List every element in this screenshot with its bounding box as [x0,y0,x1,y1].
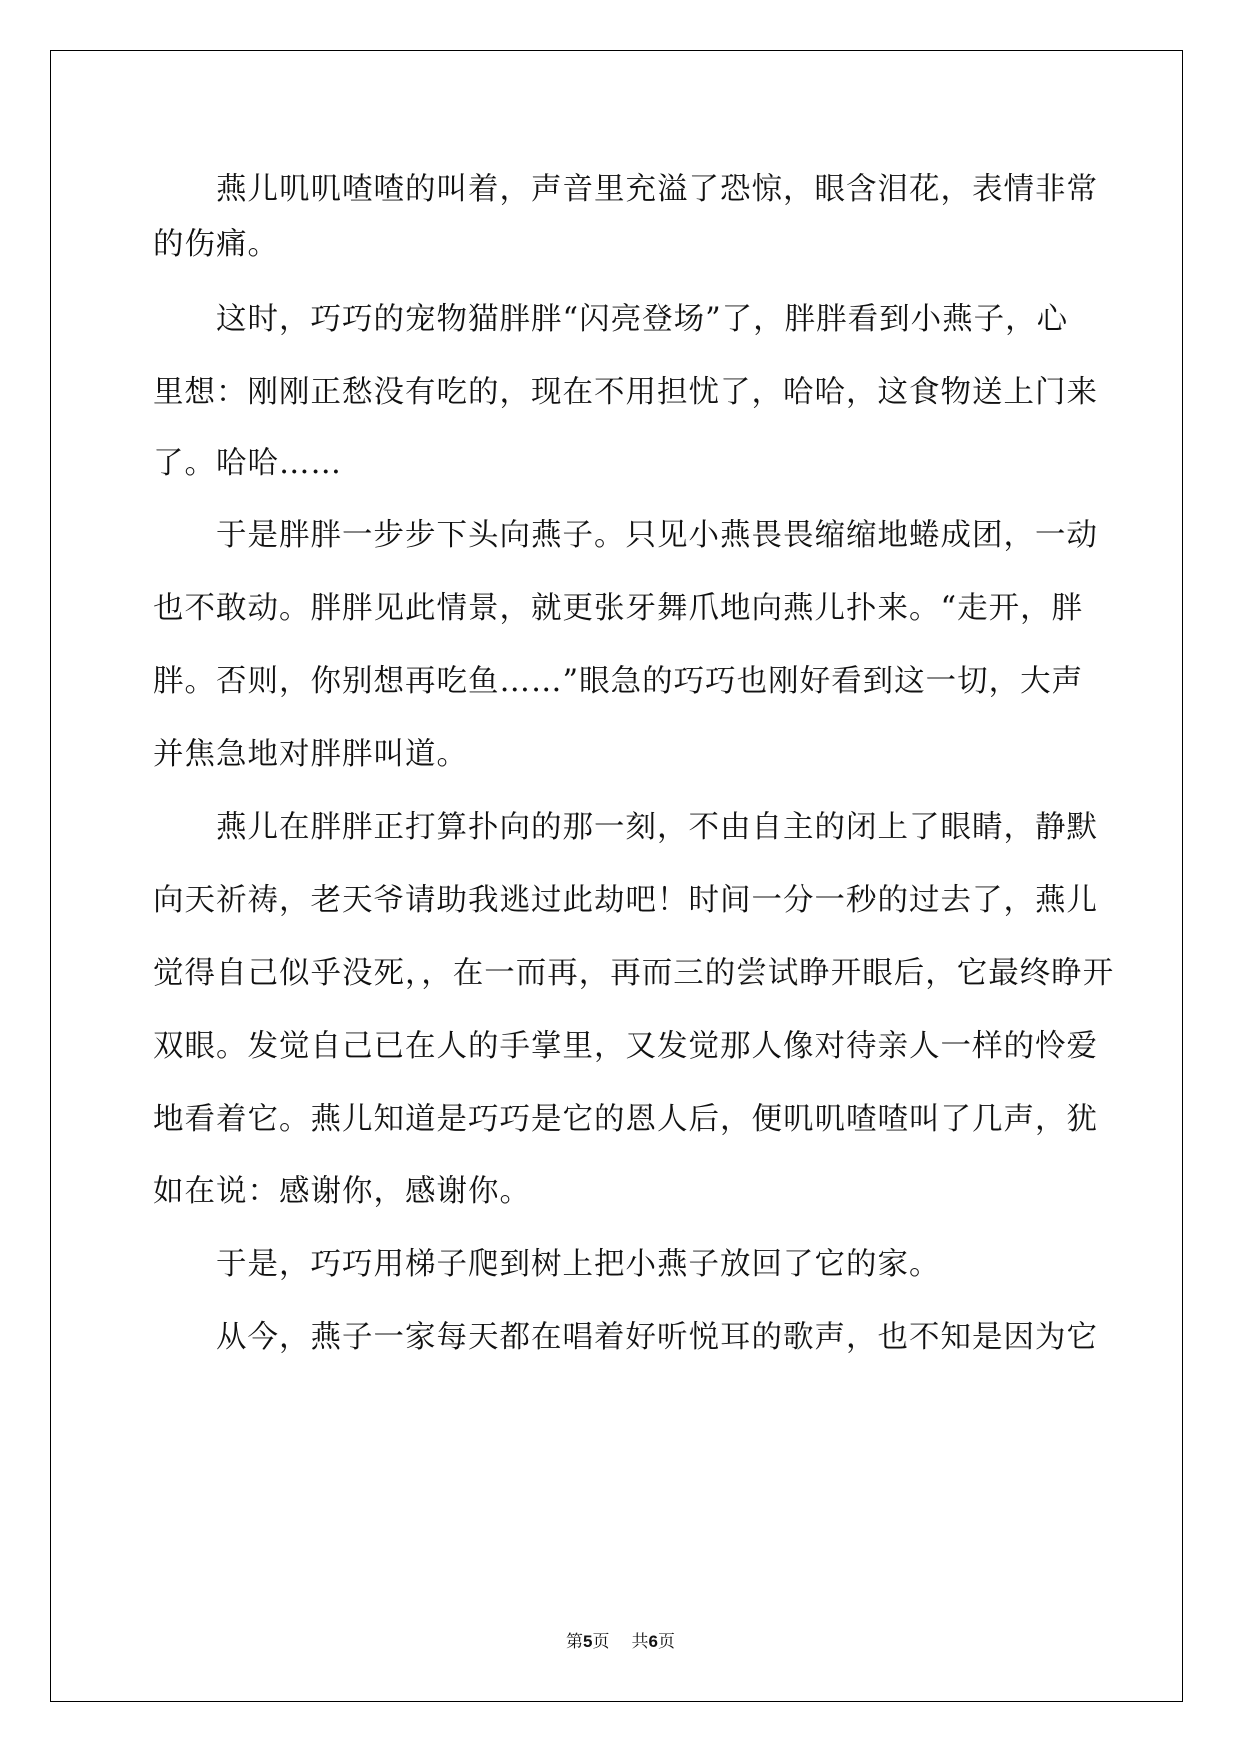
text-line: 如在说：感谢你，感谢你。 [153,1174,531,1209]
page-border [50,50,1183,1702]
page-prefix: 第 [566,1632,584,1652]
text-line: 胖。否则，你别想再吃鱼……”眼急的巧巧也刚好看到这一切，大声 [153,664,1084,699]
text-line: 并焦急地对胖胖叫道。 [153,737,468,772]
page-footer [0,1627,1241,1652]
text-line: 觉得自己似乎没死，，在一而再，再而三的尝试睁开眼后，它最终睁开 [153,956,1115,991]
page-current: 5 [583,1632,593,1651]
text-line: 于是胖胖一步步下头向燕子。只见小燕畏畏缩缩地蜷成团，一动 [153,518,1098,553]
text-line: 也不敢动。胖胖见此情景，就更张牙舞爪地向燕儿扑来。“走开，胖 [153,591,1084,626]
text-line: 里想：刚刚正愁没有吃的，现在不用担忧了，哈哈，这食物送上门来 [153,375,1098,410]
text-line: 燕儿在胖胖正打算扑向的那一刻，不由自主的闭上了眼睛，静默 [153,810,1098,845]
text-line: 双眼。发觉自己已在人的手掌里，又发觉那人像对待亲人一样的怜爱 [153,1029,1098,1064]
text-line: 地看着它。燕儿知道是巧巧是它的恩人后，便叽叽喳喳叫了几声，犹 [153,1102,1098,1137]
text-line: 了。哈哈…… [153,446,342,481]
page-unit: 页 [592,1632,610,1652]
text-line: 燕儿叽叽喳喳的叫着，声音里充溢了恐惊，眼含泪花，表情非常 [153,172,1098,207]
text-line: 的伤痛。 [153,227,279,262]
text-line: 这时，巧巧的宠物猫胖胖“闪亮登场”了，胖胖看到小燕子，心 [153,302,1069,337]
total-prefix: 共 [631,1632,649,1652]
text-line: 于是，巧巧用梯子爬到树上把小燕子放回了它的家。 [153,1247,941,1282]
text-line: 向天祈祷，老天爷请助我逃过此劫吧！时间一分一秒的过去了，燕儿 [153,883,1098,918]
page-total: 6 [648,1632,658,1651]
text-line: 从今，燕子一家每天都在唱着好听悦耳的歌声，也不知是因为它 [153,1320,1098,1355]
total-unit: 页 [657,1632,675,1652]
